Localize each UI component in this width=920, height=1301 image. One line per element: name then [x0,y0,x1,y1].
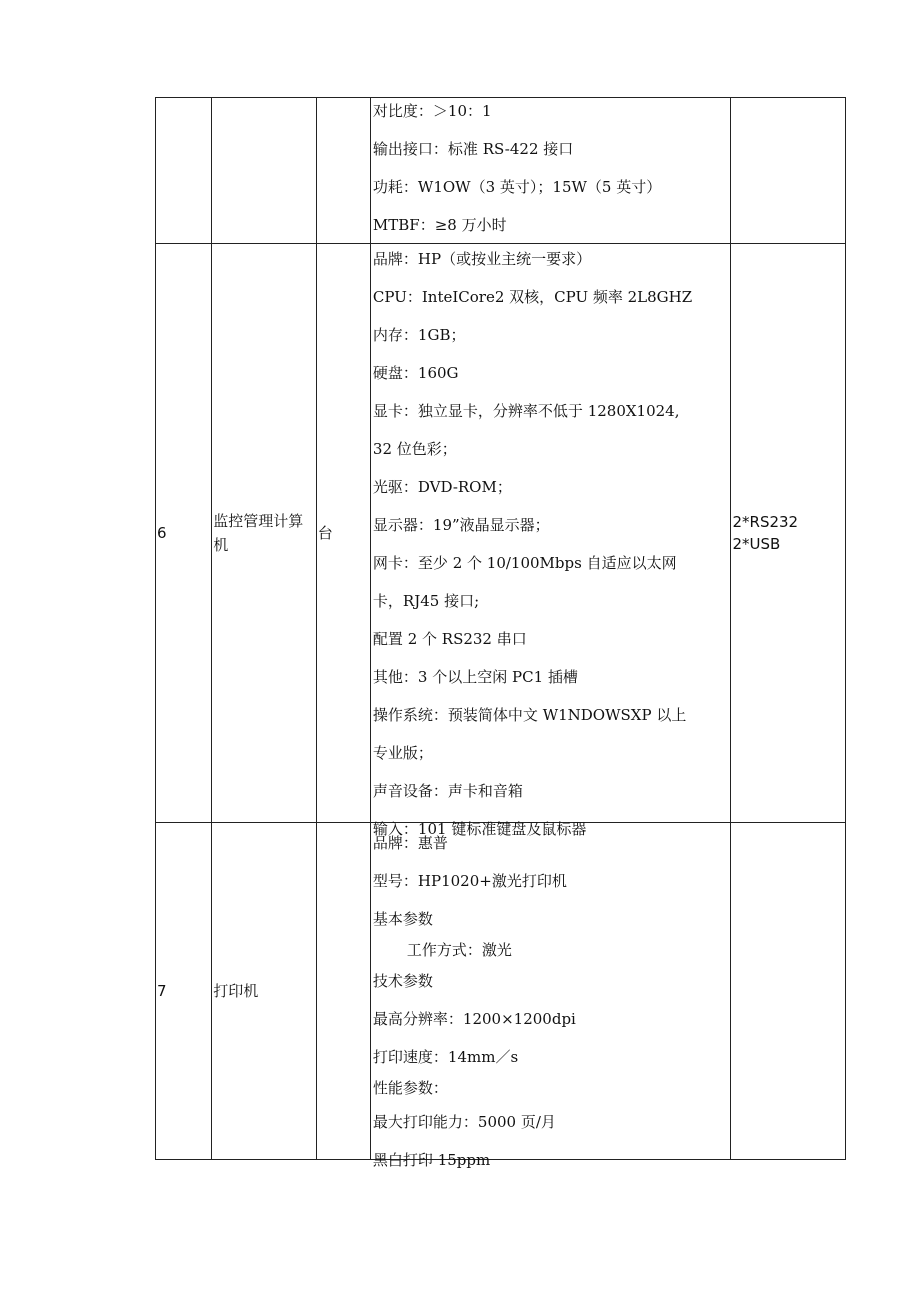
cell-no [156,823,212,1160]
cell-unit [316,244,370,823]
spec-line: 显卡：独立显卡，分辨率不低于 1280X1024, [372,402,680,420]
spec-line: 配置 2 个 RS232 串口 [372,630,527,648]
cell-no [156,244,212,823]
cell-note [731,98,846,244]
cell-spec [370,244,731,838]
spec-line: 技术参数 [372,972,433,990]
spec-line: 品牌：HP（或按业主统一要求） [372,250,592,268]
spec-line: 品牌：惠普 [372,834,448,852]
spec-line: 最高分辨率：1200×1200dpi [372,1010,576,1028]
spec-line: 输入：101 键标准键盘及鼠标器 [372,820,587,838]
table-row [156,98,846,244]
item-number: 6 [157,524,167,542]
cell-unit [316,98,370,244]
cell-note [731,823,846,1160]
spec-line: 输出接口：标准 RS-422 接口 [372,140,574,158]
cell-spec [370,823,731,1169]
spec-line: 32 位色彩； [372,440,457,458]
spec-line: 光驱：DVD-ROM； [372,478,512,496]
cell-unit [316,823,370,1160]
cell-name [212,98,316,244]
spec-line: 显示器：19”液晶显示器； [372,516,550,534]
spec-line: CPU：InteICore2 双核，CPU 频率 2L8GHZ [372,288,693,306]
cell-name [212,244,316,823]
spec-line: 最大打印能力：5000 页/月 [372,1113,556,1131]
item-unit: 台 [317,524,333,542]
table-row [156,244,846,823]
spec-line: 功耗：W1OW（3 英寸）；15W（5 英寸） [372,178,662,196]
table-row [156,823,846,1160]
spec-line: 专业版； [372,744,433,762]
item-name-line: 监控管理计算 [213,512,304,530]
cell-note [731,244,846,823]
spec-line: 黑白打印 15ppm [372,1151,491,1169]
item-name-line: 打印机 [213,982,259,1000]
item-number: 7 [157,982,167,1000]
spec-line: 型号：HP1020+激光打印机 [372,872,567,890]
spec-line: 内存：1GB； [372,326,466,344]
cell-no [156,98,212,244]
item-name-line: 机 [213,536,229,554]
spec-table [155,97,846,1169]
cell-name [212,823,316,1160]
spec-line: 打印速度：14mm／s [372,1048,519,1066]
spec-line: MTBF：≥8 万小时 [372,216,507,234]
cell-spec [370,98,731,244]
spec-line: 性能参数： [372,1079,448,1097]
spec-line: 工作方式：激光 [406,941,512,959]
note-line: 2*RS232 [732,513,799,531]
spec-line: 其他：3 个以上空闲 PC1 插槽 [372,668,578,686]
spec-line: 卡，RJ45 接口; [372,592,480,610]
note-line: 2*USB [732,535,781,553]
spec-line: 基本参数 [372,910,433,928]
spec-line: 声音设备：声卡和音箱 [372,782,523,800]
spec-line: 网卡：至少 2 个 10/100Mbps 自适应以太网 [372,554,677,572]
spec-line: 对比度：＞10：1 [372,102,492,120]
spec-line: 硬盘：160G [372,364,459,382]
spec-line: 操作系统：预装简体中文 W1NDOWSXP 以上 [372,706,687,724]
